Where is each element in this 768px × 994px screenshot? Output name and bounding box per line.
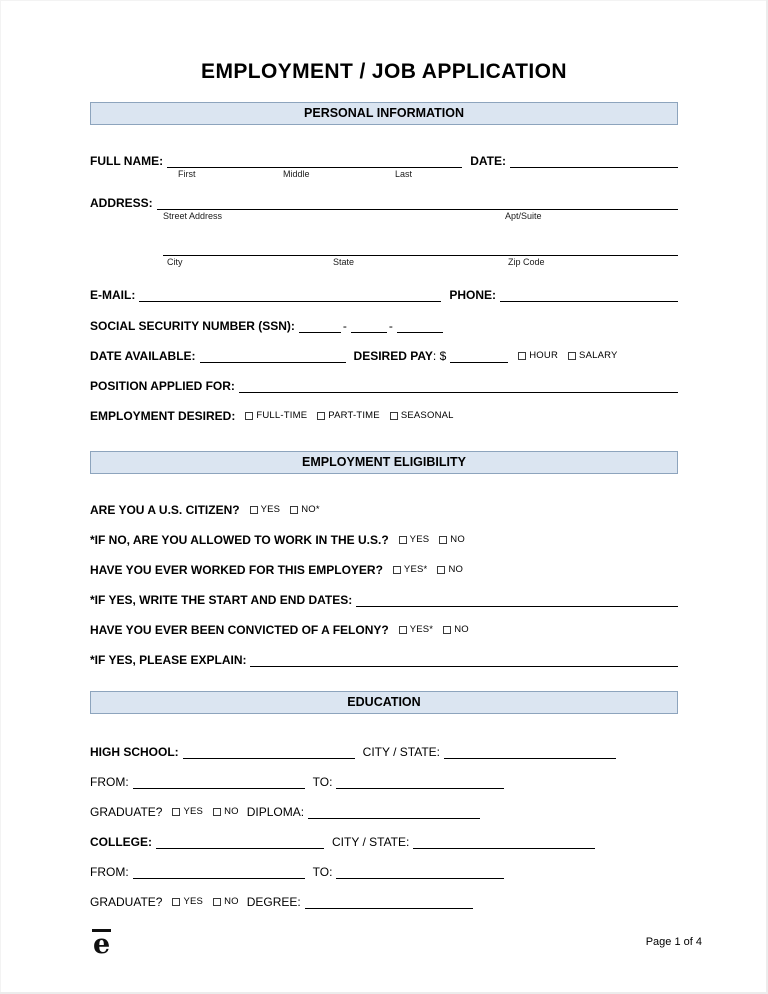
citizen-yes-checkbox[interactable] — [250, 506, 258, 514]
hour-checkbox[interactable] — [518, 352, 526, 360]
ssn-dash-1: - — [342, 319, 347, 333]
college-label: COLLEGE: — [90, 835, 152, 849]
middle-sublabel: Middle — [283, 169, 310, 179]
salary-option[interactable] — [568, 350, 618, 363]
high-school-city-state-field[interactable] — [444, 744, 616, 759]
desired-pay-suffix: : $ — [432, 349, 447, 363]
degree-label: DEGREE: — [246, 895, 301, 909]
full-name-row — [90, 151, 678, 168]
desired-pay-field[interactable] — [450, 348, 508, 363]
full-name-field[interactable] — [167, 153, 462, 168]
document-content — [90, 60, 678, 909]
college-city-state-field[interactable] — [413, 834, 595, 849]
allowed-no-option[interactable] — [439, 534, 465, 547]
felony-yes-label: YES* — [409, 624, 434, 635]
high-school-row — [90, 742, 678, 759]
hs-graduate-yes-checkbox[interactable] — [172, 808, 180, 816]
part-time-checkbox[interactable] — [317, 412, 325, 420]
address-label: ADDRESS: — [90, 196, 153, 210]
full-time-option[interactable] — [245, 410, 307, 423]
first-sublabel: First — [178, 169, 196, 179]
citizen-yes-option[interactable] — [250, 504, 281, 517]
allowed-yes-checkbox[interactable] — [399, 536, 407, 544]
allowed-yes-option[interactable] — [399, 534, 430, 547]
felony-question-label: HAVE YOU EVER BEEN CONVICTED OF A FELONY? — [90, 623, 389, 637]
street-address-field[interactable] — [157, 195, 678, 210]
college-graduate-no-label: NO — [224, 896, 239, 907]
diploma-field[interactable] — [308, 804, 480, 819]
city-sublabel: City — [167, 257, 183, 267]
hs-graduate-no-checkbox[interactable] — [213, 808, 221, 816]
college-graduate-yes-checkbox[interactable] — [172, 898, 180, 906]
position-row — [90, 376, 678, 393]
allowed-no-label: NO — [450, 534, 465, 545]
worked-no-option[interactable] — [437, 564, 463, 577]
ssn-field-2[interactable] — [351, 318, 387, 333]
section-header-employment-eligibility: EMPLOYMENT ELIGIBILITY — [90, 451, 678, 474]
street-address-sublabel: Street Address — [163, 211, 223, 221]
seasonal-checkbox[interactable] — [390, 412, 398, 420]
worked-no-label: NO — [448, 564, 464, 575]
college-graduate-yes-label: YES — [183, 896, 204, 907]
allowed-yes-label: YES — [409, 534, 430, 545]
college-dates-row — [90, 862, 678, 879]
start-end-dates-row — [90, 590, 678, 607]
full-name-sublabels — [90, 168, 678, 181]
employment-desired-label: EMPLOYMENT DESIRED: — [90, 409, 236, 423]
high-school-from-field[interactable] — [133, 774, 305, 789]
citizen-no-label: NO* — [301, 504, 320, 515]
city-state-zip-sublabels — [90, 256, 678, 269]
high-school-to-field[interactable] — [336, 774, 504, 789]
start-end-dates-label: *IF YES, WRITE THE START AND END DATES: — [90, 593, 353, 607]
high-school-graduate-label: GRADUATE? — [90, 805, 163, 819]
position-applied-field[interactable] — [239, 378, 678, 393]
felony-explain-field[interactable] — [250, 652, 678, 667]
position-applied-label: POSITION APPLIED FOR: — [90, 379, 235, 393]
page-title: EMPLOYMENT / JOB APPLICATION — [201, 60, 567, 83]
felony-explain-row — [90, 650, 678, 667]
date-field[interactable] — [510, 153, 678, 168]
allowed-no-checkbox[interactable] — [439, 536, 447, 544]
eforms-logo-letter: e — [93, 929, 111, 961]
date-available-field[interactable] — [200, 348, 346, 363]
email-field[interactable] — [139, 287, 441, 302]
full-name-label: FULL NAME: — [90, 154, 164, 168]
hour-option[interactable] — [518, 350, 558, 363]
college-city-state-label: CITY / STATE: — [332, 835, 410, 849]
college-graduate-no-checkbox[interactable] — [213, 898, 221, 906]
worked-yes-label: YES* — [403, 564, 428, 575]
citizen-no-checkbox[interactable] — [290, 506, 298, 514]
address-row — [90, 193, 678, 210]
phone-label: PHONE: — [449, 288, 496, 302]
felony-no-label: NO — [454, 624, 469, 635]
college-graduate-no-option[interactable] — [213, 896, 239, 909]
zip-code-sublabel: Zip Code — [508, 257, 545, 267]
degree-field[interactable] — [305, 894, 473, 909]
college-to-field[interactable] — [336, 864, 504, 879]
college-graduate-yes-option[interactable] — [172, 896, 203, 909]
city-state-zip-field[interactable] — [163, 241, 678, 256]
desired-pay-label: DESIRED PAY — [353, 349, 433, 363]
high-school-graduate-row — [90, 802, 678, 819]
high-school-to-label: TO: — [312, 775, 333, 789]
allowed-to-work-question-row — [90, 530, 678, 547]
start-end-dates-field[interactable] — [356, 592, 678, 607]
college-row — [90, 832, 678, 849]
college-from-field[interactable] — [133, 864, 305, 879]
hs-graduate-no-label: NO — [224, 806, 239, 817]
seasonal-option[interactable] — [390, 410, 454, 423]
ssn-field-3[interactable] — [397, 318, 443, 333]
high-school-label: HIGH SCHOOL: — [90, 745, 179, 759]
felony-explain-label: *IF YES, PLEASE EXPLAIN: — [90, 653, 247, 667]
college-to-label: TO: — [312, 865, 333, 879]
page-number: Page 1 of 4 — [645, 936, 702, 948]
worked-yes-checkbox[interactable] — [393, 566, 401, 574]
high-school-dates-row — [90, 772, 678, 789]
employment-desired-row — [90, 406, 678, 423]
part-time-option[interactable] — [317, 410, 380, 423]
felony-question-row — [90, 620, 678, 637]
section-header-education: EDUCATION — [90, 691, 678, 714]
high-school-from-label: FROM: — [90, 775, 129, 789]
hs-graduate-yes-option[interactable] — [172, 806, 203, 819]
part-time-option-label: PART-TIME — [328, 410, 380, 421]
citizen-no-option[interactable] — [290, 504, 320, 517]
college-from-label: FROM: — [90, 865, 129, 879]
date-available-pay-row — [90, 346, 678, 363]
city-state-zip-row — [90, 239, 678, 256]
citizen-question-row — [90, 500, 678, 517]
full-time-option-label: FULL-TIME — [256, 410, 308, 421]
felony-no-checkbox[interactable] — [443, 626, 451, 634]
hs-graduate-no-option[interactable] — [213, 806, 239, 819]
section-header-personal-information: PERSONAL INFORMATION — [90, 102, 678, 125]
citizen-yes-label: YES — [260, 504, 281, 515]
salary-option-label: SALARY — [579, 350, 618, 361]
salary-checkbox[interactable] — [568, 352, 576, 360]
diploma-label: DIPLOMA: — [246, 805, 305, 819]
ssn-field-1[interactable] — [299, 318, 341, 333]
ssn-row — [90, 316, 678, 333]
worked-before-question-label: HAVE YOU EVER WORKED FOR THIS EMPLOYER? — [90, 563, 383, 577]
last-sublabel: Last — [395, 169, 413, 179]
full-time-checkbox[interactable] — [245, 412, 253, 420]
eforms-logo — [92, 929, 111, 961]
worked-no-checkbox[interactable] — [437, 566, 445, 574]
email-phone-row — [90, 285, 678, 302]
phone-field[interactable] — [500, 287, 678, 302]
address-sublabels — [90, 210, 678, 223]
hs-graduate-yes-label: YES — [183, 806, 204, 817]
date-available-label: DATE AVAILABLE: — [90, 349, 196, 363]
state-sublabel: State — [333, 257, 355, 267]
felony-yes-checkbox[interactable] — [399, 626, 407, 634]
date-label: DATE: — [470, 154, 506, 168]
citizen-question-label: ARE YOU A U.S. CITIZEN? — [90, 503, 240, 517]
college-graduate-row — [90, 892, 678, 909]
email-label: E-MAIL: — [90, 288, 136, 302]
high-school-field[interactable] — [183, 744, 355, 759]
high-school-city-state-label: CITY / STATE: — [362, 745, 441, 759]
worked-yes-option[interactable] — [393, 564, 428, 577]
worked-before-question-row — [90, 560, 678, 577]
hour-option-label: HOUR — [529, 350, 559, 361]
felony-no-option[interactable] — [443, 624, 469, 637]
allowed-to-work-question-label: *IF NO, ARE YOU ALLOWED TO WORK IN THE U.S.? — [90, 533, 389, 547]
felony-yes-option[interactable] — [399, 624, 434, 637]
college-field[interactable] — [156, 834, 324, 849]
seasonal-option-label: SEASONAL — [400, 410, 454, 421]
ssn-label: SOCIAL SECURITY NUMBER (SSN): — [90, 319, 295, 333]
apt-suite-sublabel: Apt/Suite — [505, 211, 542, 221]
ssn-dash-2: - — [388, 319, 393, 333]
college-graduate-label: GRADUATE? — [90, 895, 163, 909]
